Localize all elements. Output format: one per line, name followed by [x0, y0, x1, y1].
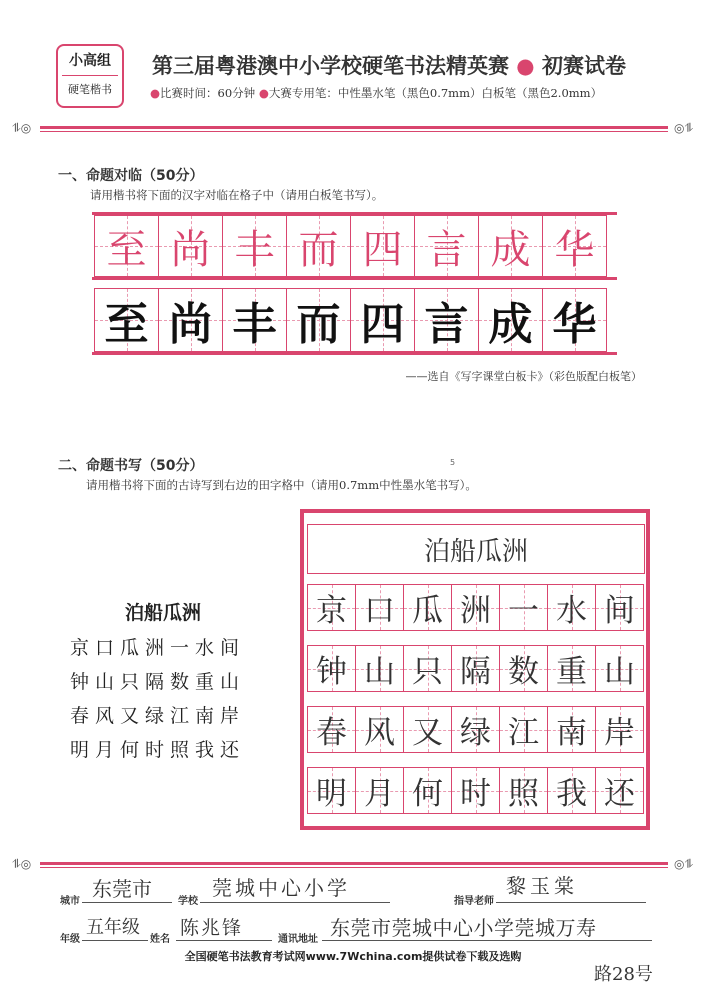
- grid-character: 还: [604, 776, 635, 812]
- grid-cell: [307, 767, 356, 814]
- writing-row: [307, 706, 644, 753]
- address-label: 通讯地址: [278, 934, 318, 945]
- frame-right: [646, 513, 650, 830]
- grid-character: 言: [424, 299, 469, 350]
- grid-character: 口: [364, 593, 395, 629]
- city-field[interactable]: 东莞市: [92, 877, 152, 901]
- grid-cell: [499, 767, 548, 814]
- grid-cell: [286, 288, 351, 352]
- grade-underline: [82, 940, 148, 941]
- grid-character: 照: [508, 776, 539, 812]
- grid-cell: [307, 706, 356, 753]
- bottom-rule-thin: [40, 867, 668, 868]
- grid-cell: [547, 767, 596, 814]
- grid-character: 山: [364, 654, 395, 690]
- grid-cell: [542, 215, 607, 277]
- grid-cell: [158, 288, 223, 352]
- poem-line: 钟山只隔数重山: [70, 671, 246, 693]
- section1-heading: 一、命题对临（50分）: [58, 168, 204, 184]
- grid-cell: [350, 215, 415, 277]
- top-rule-thin: [40, 131, 668, 132]
- grid-cell: [403, 706, 452, 753]
- grid-cell: [355, 584, 404, 631]
- grade-field[interactable]: 五年级: [86, 917, 140, 938]
- frame-bottom: [300, 826, 650, 830]
- grid-cell: [451, 584, 500, 631]
- grid-cell: [307, 584, 356, 631]
- frame-left: [300, 513, 304, 830]
- title-main: 第三届粤港澳中小学校硬笔书法精英赛: [152, 54, 509, 78]
- ornament-right-icon: ◎⥮: [674, 121, 694, 135]
- grid-cell: [222, 215, 287, 277]
- grid-cell: [350, 288, 415, 352]
- writing-row: [307, 645, 644, 692]
- grid2-bottom-border: [92, 352, 617, 355]
- section1-instruction: 请用楷书将下面的汉字对临在格子中（请用白板笔书写）。: [90, 188, 384, 202]
- grid-character: 时: [460, 776, 491, 812]
- page-mark: 5: [450, 458, 456, 467]
- grid-character: 而: [298, 226, 339, 273]
- grid-cell: [403, 584, 452, 631]
- school-field[interactable]: 莞城中心小学: [212, 876, 350, 900]
- grid-character: 我: [556, 776, 587, 812]
- exam-info: [150, 85, 602, 101]
- grid-character: 岸: [604, 715, 635, 751]
- ornament-left-icon: ⥮◎: [12, 121, 32, 135]
- grid-cell: [355, 706, 404, 753]
- address-field-continued[interactable]: 路28号: [594, 964, 653, 985]
- teacher-label: 指导老师: [454, 896, 494, 907]
- grid-cell: [222, 288, 287, 352]
- info-pen: 大赛专用笔：中性墨水笔（黑色0.7mm）白板笔（黑色2.0mm）: [268, 86, 603, 100]
- grid-cell: [286, 215, 351, 277]
- grid-cell: [478, 288, 543, 352]
- grid-character: 四: [360, 299, 405, 350]
- writing-row: [307, 767, 644, 814]
- grid-character: 重: [556, 654, 587, 690]
- grid-character: 京: [316, 593, 347, 629]
- title-suffix: 初赛试卷: [541, 54, 626, 78]
- school-underline: [200, 902, 390, 903]
- grid-character: 尚: [168, 299, 213, 350]
- footer-text: 全国硬笔书法教育考试网www.7Wchina.com提供试卷下载及选购: [184, 950, 522, 963]
- grid-character: 钟: [316, 654, 347, 690]
- grid-character: 丰: [232, 299, 277, 350]
- group-name: 小高组: [69, 53, 111, 69]
- grid-character: 明: [316, 776, 347, 812]
- ornament-right-icon: ◎⥮: [674, 857, 694, 871]
- practice-character-grid: [94, 288, 607, 352]
- name-underline: [176, 940, 272, 941]
- city-underline: [82, 902, 172, 903]
- model-character-grid: [94, 215, 607, 277]
- writing-row: [307, 584, 644, 631]
- grid-cell: [403, 767, 452, 814]
- grid-cell: [355, 645, 404, 692]
- top-rule: [40, 126, 668, 129]
- grid-cell: [542, 288, 607, 352]
- grid-character: 风: [364, 715, 395, 751]
- poem-line: 明月何时照我还: [70, 739, 246, 761]
- grid-character: 江: [508, 715, 539, 751]
- name-field[interactable]: 陈兆锋: [180, 917, 244, 939]
- grid-cell: [451, 706, 500, 753]
- grid-character: 绿: [460, 715, 491, 751]
- poem-title: 泊船瓜洲: [124, 602, 201, 624]
- written-title-box: 泊船瓜洲: [307, 524, 645, 574]
- grid-character: 春: [316, 715, 347, 751]
- grid-character: 何: [412, 776, 443, 812]
- grid-character: 只: [412, 654, 443, 690]
- grid-cell: [547, 645, 596, 692]
- title-dot-icon: ●: [509, 54, 542, 78]
- grid-character: 至: [104, 299, 149, 350]
- badge-divider: [62, 75, 118, 76]
- grid-character: 而: [296, 299, 341, 350]
- grid-cell: [94, 215, 159, 277]
- grid-character: 华: [552, 299, 597, 350]
- grid-cell: [547, 584, 596, 631]
- grid-character: 又: [412, 715, 443, 751]
- address-underline: [322, 940, 652, 941]
- poem-line: 京口瓜洲一水间: [70, 637, 246, 659]
- grade-label: 年级: [60, 934, 80, 945]
- city-label: 城市: [60, 896, 80, 907]
- grid-cell: [595, 767, 644, 814]
- grid1-mid-border: [92, 277, 617, 280]
- grid-character: 尚: [170, 226, 211, 273]
- grid-character: 瓜: [412, 593, 443, 629]
- section2-instruction: 请用楷书将下面的古诗写到右边的田字格中（请用0.7mm中性墨水笔书写）。: [86, 478, 477, 492]
- grid-cell: [451, 645, 500, 692]
- grid-cell: [499, 645, 548, 692]
- grid-character: 洲: [460, 593, 491, 629]
- address-field[interactable]: 东莞市莞城中心小学莞城万寿: [330, 916, 597, 940]
- grid-cell: [595, 645, 644, 692]
- grid-cell: [478, 215, 543, 277]
- grid-cell: [499, 706, 548, 753]
- grid-cell: [307, 645, 356, 692]
- group-badge: [56, 44, 124, 108]
- ornament-left-icon: ⥮◎: [12, 857, 32, 871]
- grid-character: 间: [604, 593, 635, 629]
- info-time: 比赛时间：60分钟: [160, 86, 256, 100]
- grid-cell: [451, 767, 500, 814]
- frame-top: [300, 509, 650, 513]
- grid-character: 隔: [460, 654, 491, 690]
- grid-cell: [403, 645, 452, 692]
- grid-character: 丰: [234, 226, 275, 273]
- grid-character: 数: [508, 654, 539, 690]
- grid-cell: [595, 706, 644, 753]
- grid-cell: [355, 767, 404, 814]
- bottom-rule: [40, 862, 668, 865]
- poem-line: 春风又绿江南岸: [70, 705, 246, 727]
- grid-character: 山: [604, 654, 635, 690]
- teacher-underline: [496, 902, 646, 903]
- grid-cell: [595, 584, 644, 631]
- source-note: ——选自《写字课堂白板卡》（彩色版配白板笔）: [405, 370, 642, 383]
- group-type: 硬笔楷书: [68, 83, 112, 96]
- grid-cell: [499, 584, 548, 631]
- section2-heading: 二、命题书写（50分）: [58, 458, 204, 474]
- grid-character: 水: [556, 593, 587, 629]
- school-label: 学校: [178, 896, 198, 907]
- grid-cell: [414, 215, 479, 277]
- grid-character: 四: [362, 226, 403, 273]
- bullet-icon: ●: [258, 86, 269, 100]
- grid-character: 月: [364, 776, 395, 812]
- grid-character: 华: [554, 226, 595, 273]
- bullet-icon: ●: [150, 86, 161, 100]
- grid-cell: [94, 288, 159, 352]
- grid-character: 言: [426, 226, 467, 273]
- grid-character: 一: [508, 593, 539, 629]
- grid-cell: [414, 288, 479, 352]
- grid-character: 成: [490, 226, 531, 273]
- name-label: 姓名: [150, 934, 170, 945]
- grid-cell: [158, 215, 223, 277]
- grid-character: 成: [488, 299, 533, 350]
- teacher-field[interactable]: 黎玉棠: [506, 874, 578, 898]
- grid-cell: [547, 706, 596, 753]
- grid-character: 至: [106, 226, 147, 273]
- grid-character: 南: [556, 715, 587, 751]
- page-title: [152, 50, 626, 80]
